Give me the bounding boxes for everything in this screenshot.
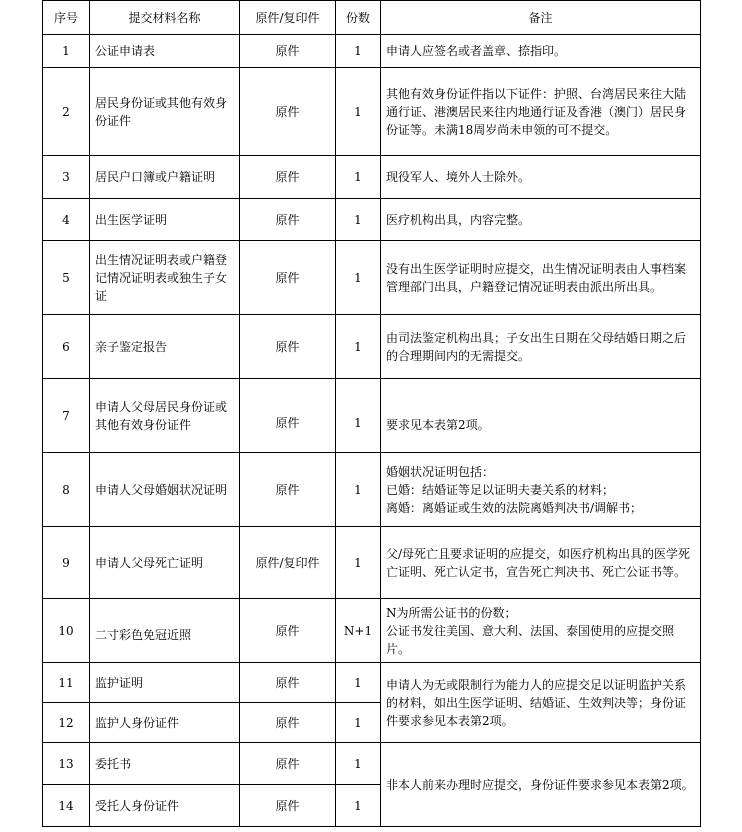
row-copies: 1 bbox=[336, 453, 381, 527]
row-no: 6 bbox=[43, 315, 90, 379]
row-note bbox=[381, 527, 701, 599]
row-copies: N+1 bbox=[336, 599, 381, 663]
row-name: 监护证明 bbox=[90, 663, 240, 703]
row-copies: 1 bbox=[336, 156, 381, 199]
row-no: 2 bbox=[43, 68, 90, 156]
row-no: 12 bbox=[43, 703, 90, 743]
note-line: 公证书发往美国、意大利、法国、泰国使用的应提交照片。 bbox=[386, 623, 675, 656]
header-no: 序号 bbox=[43, 1, 90, 35]
row-name: 受托人身份证件 bbox=[90, 785, 240, 827]
row-name: 居民户口簿或户籍证明 bbox=[90, 156, 240, 199]
row-note bbox=[381, 35, 701, 68]
row-copies: 1 bbox=[336, 743, 381, 785]
row-type: 原件 bbox=[240, 68, 336, 156]
note-line: 离婚：离婚证或生效的法院离婚判决书/调解书； bbox=[386, 500, 643, 515]
row-name: 出生医学证明 bbox=[90, 199, 240, 241]
row-name: 申请人父母婚姻状况证明 bbox=[90, 453, 240, 527]
row-copies: 1 bbox=[336, 785, 381, 827]
row-note bbox=[381, 199, 701, 241]
row-no: 11 bbox=[43, 663, 90, 703]
table-row bbox=[43, 241, 701, 315]
row-type: 原件 bbox=[240, 315, 336, 379]
row-copies: 1 bbox=[336, 35, 381, 68]
row-name: 监护人身份证件 bbox=[90, 703, 240, 743]
table-row bbox=[43, 599, 701, 663]
table-row bbox=[43, 68, 701, 156]
note-line: 要求见本表第2项。 bbox=[386, 417, 490, 432]
row-copies: 1 bbox=[336, 199, 381, 241]
table-row bbox=[43, 199, 701, 241]
row-type: 原件 bbox=[240, 379, 336, 453]
header-type: 原件/复印件 bbox=[240, 1, 336, 35]
table-row bbox=[43, 35, 701, 68]
row-no: 13 bbox=[43, 743, 90, 785]
note-line: N为所需公证书的份数； bbox=[386, 605, 517, 620]
header-row bbox=[43, 1, 701, 35]
note-line: 现役军人、境外人士除外。 bbox=[386, 170, 531, 184]
row-type: 原件 bbox=[240, 35, 336, 68]
table-row bbox=[43, 663, 701, 703]
merged-note-entrust: 非本人前来办理时应提交，身份证件要求参见本表第2项。 bbox=[381, 743, 701, 827]
row-type: 原件 bbox=[240, 703, 336, 743]
row-copies: 1 bbox=[336, 663, 381, 703]
row-copies: 1 bbox=[336, 379, 381, 453]
row-type: 原件 bbox=[240, 156, 336, 199]
row-no: 1 bbox=[43, 35, 90, 68]
row-note bbox=[381, 379, 701, 453]
note-line: 申请人应签名或者盖章、捺指印。 bbox=[386, 44, 567, 58]
note-line: 医疗机构出具，内容完整。 bbox=[386, 212, 531, 227]
table-row bbox=[43, 743, 701, 785]
materials-table bbox=[42, 0, 701, 827]
row-name: 出生情况证明表或户籍登记情况证明表或独生子女证 bbox=[90, 241, 240, 315]
row-type: 原件 bbox=[240, 663, 336, 703]
note-line: 由司法鉴定机构出具；子女出生日期在父母结婚日期之后的合理期间内的无需提交。 bbox=[386, 330, 687, 363]
row-no: 4 bbox=[43, 199, 90, 241]
table-row bbox=[43, 453, 701, 527]
row-no: 7 bbox=[43, 379, 90, 453]
row-no: 14 bbox=[43, 785, 90, 827]
row-no: 5 bbox=[43, 241, 90, 315]
row-note bbox=[381, 241, 701, 315]
note-line: 父/母死亡且要求证明的应提交，如医疗机构出具的医学死亡证明、死亡认定书，宣告死亡判决书、死亡公证书等。 bbox=[386, 546, 691, 579]
row-name: 居民身份证或其他有效身份证件 bbox=[90, 68, 240, 156]
row-type: 原件 bbox=[240, 199, 336, 241]
row-copies: 1 bbox=[336, 315, 381, 379]
row-name: 亲子鉴定报告 bbox=[90, 315, 240, 379]
row-note bbox=[381, 453, 701, 527]
header-copies: 份数 bbox=[336, 1, 381, 35]
note-line: 已婚：结婚证等足以证明夫妻关系的材料； bbox=[386, 482, 615, 497]
header-name: 提交材料名称 bbox=[90, 1, 240, 35]
row-type: 原件/复印件 bbox=[240, 527, 336, 599]
row-copies: 1 bbox=[336, 241, 381, 315]
row-type: 原件 bbox=[240, 241, 336, 315]
header-note: 备注 bbox=[381, 1, 701, 35]
row-no: 10 bbox=[43, 599, 90, 663]
row-note bbox=[381, 315, 701, 379]
row-copies: 1 bbox=[336, 68, 381, 156]
row-type: 原件 bbox=[240, 785, 336, 827]
row-name: 委托书 bbox=[90, 743, 240, 785]
row-note bbox=[381, 156, 701, 199]
row-note bbox=[381, 68, 701, 156]
row-no: 8 bbox=[43, 453, 90, 527]
row-name: 公证申请表 bbox=[90, 35, 240, 68]
table-row bbox=[43, 156, 701, 199]
row-copies: 1 bbox=[336, 527, 381, 599]
row-no: 9 bbox=[43, 527, 90, 599]
table-row bbox=[43, 315, 701, 379]
note-line: 没有出生医学证明时应提交，出生情况证明表由人事档案管理部门出具，户籍登记情况证明表由派出所出具。 bbox=[386, 261, 687, 294]
row-copies: 1 bbox=[336, 703, 381, 743]
note-line: 婚姻状况证明包括： bbox=[386, 464, 495, 479]
row-type: 原件 bbox=[240, 453, 336, 527]
merged-note-guardian: 申请人为无或限制行为能力人的应提交足以证明监护关系的材料，如出生医学证明、结婚证、生效判决等；身份证件要求参见本表第2项。 bbox=[381, 663, 701, 743]
row-name: 二寸彩色免冠近照 bbox=[90, 599, 240, 663]
row-name: 申请人父母居民身份证或其他有效身份证件 bbox=[90, 379, 240, 453]
note-line: 其他有效身份证件指以下证件：护照、台湾居民来往大陆通行证、港澳居民来往内地通行证及香港（澳门）居民身份证等。未满18周岁尚未申领的可不提交。 bbox=[386, 86, 687, 137]
row-no: 3 bbox=[43, 156, 90, 199]
row-note bbox=[381, 599, 701, 663]
row-name: 申请人父母死亡证明 bbox=[90, 527, 240, 599]
row-type: 原件 bbox=[240, 599, 336, 663]
table-row bbox=[43, 527, 701, 599]
row-type: 原件 bbox=[240, 743, 336, 785]
table-row bbox=[43, 379, 701, 453]
